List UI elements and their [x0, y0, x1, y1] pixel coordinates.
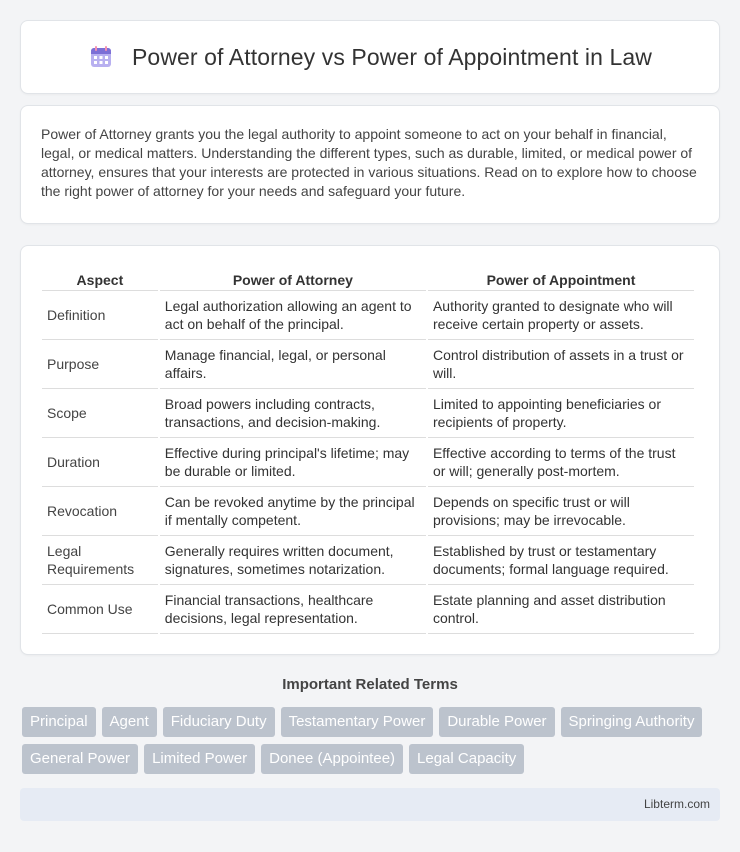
row-aspect: Common Use — [42, 585, 158, 634]
row-aspect: Legal Requirements — [42, 536, 158, 585]
row-power-of-attorney: Can be revoked anytime by the principal if mentally competent. — [160, 487, 426, 536]
row-aspect: Definition — [42, 291, 158, 340]
footer — [20, 788, 720, 821]
tag-agent[interactable]: Agent — [102, 707, 157, 737]
tag-springing-authority[interactable]: Springing Authority — [561, 707, 703, 737]
row-aspect: Revocation — [42, 487, 158, 536]
header-aspect: Aspect — [42, 264, 158, 291]
header-inner — [88, 44, 652, 71]
tag-limited-power[interactable]: Limited Power — [144, 744, 255, 774]
row-power-of-attorney: Broad powers including contracts, transactions, and decision-making. — [160, 389, 426, 438]
comparison-table — [40, 264, 696, 634]
row-power-of-appointment: Limited to appointing beneficiaries or recipients of property. — [428, 389, 694, 438]
tag-principal[interactable]: Principal — [22, 707, 96, 737]
tag-testamentary-power[interactable]: Testamentary Power — [281, 707, 434, 737]
row-power-of-appointment: Effective according to terms of the trust or will; generally post-mortem. — [428, 438, 694, 487]
related-terms-title: Important Related Terms — [282, 676, 458, 693]
calendar-icon — [88, 44, 114, 70]
intro-text: Power of Attorney grants you the legal authority to appoint someone to act on your behalf in financial, legal, or medical matters. Understanding the different types, such as durable, limited, or medical power of attorney, ensures that your interests are protected in various situations. Read on to explore how to choose the right power of attorney for your needs and safeguard your future. — [41, 126, 697, 199]
header-power-of-attorney: Power of Attorney — [160, 264, 426, 291]
table-row — [42, 585, 694, 634]
table-row — [42, 291, 694, 340]
table-row — [42, 438, 694, 487]
table-row — [42, 487, 694, 536]
tag-durable-power[interactable]: Durable Power — [439, 707, 554, 737]
tag-general-power[interactable]: General Power — [22, 744, 138, 774]
row-power-of-appointment: Control distribution of assets in a trust or will. — [428, 340, 694, 389]
header-card — [20, 20, 720, 94]
row-aspect: Duration — [42, 438, 158, 487]
page-title: Power of Attorney vs Power of Appointment in Law — [131, 43, 653, 70]
table-header-row — [42, 264, 694, 291]
table-row — [42, 340, 694, 389]
row-power-of-appointment: Established by trust or testamentary documents; formal language required. — [428, 536, 694, 585]
intro-card — [20, 105, 720, 224]
row-power-of-attorney: Generally requires written document, signatures, sometimes notarization. — [160, 536, 426, 585]
header-power-of-appointment: Power of Appointment — [428, 264, 694, 291]
tag-fiduciary-duty[interactable]: Fiduciary Duty — [163, 707, 275, 737]
row-aspect: Purpose — [42, 340, 158, 389]
row-power-of-attorney: Legal authorization allowing an agent to act on behalf of the principal. — [160, 291, 426, 340]
row-aspect: Scope — [42, 389, 158, 438]
table-row — [42, 389, 694, 438]
comparison-table-card — [20, 245, 720, 655]
related-terms-list — [22, 707, 722, 774]
tag-legal-capacity[interactable]: Legal Capacity — [409, 744, 524, 774]
table-row — [42, 536, 694, 585]
row-power-of-attorney: Effective during principal's lifetime; may be durable or limited. — [160, 438, 426, 487]
footer-brand-link[interactable]: Libterm.com — [643, 797, 710, 811]
row-power-of-appointment: Authority granted to designate who will receive certain property or assets. — [428, 291, 694, 340]
row-power-of-appointment: Estate planning and asset distribution control. — [428, 585, 694, 634]
row-power-of-attorney: Manage financial, legal, or personal affairs. — [160, 340, 426, 389]
row-power-of-appointment: Depends on specific trust or will provisions; may be irrevocable. — [428, 487, 694, 536]
tag-donee-appointee[interactable]: Donee (Appointee) — [261, 744, 403, 774]
row-power-of-attorney: Financial transactions, healthcare decisions, legal representation. — [160, 585, 426, 634]
